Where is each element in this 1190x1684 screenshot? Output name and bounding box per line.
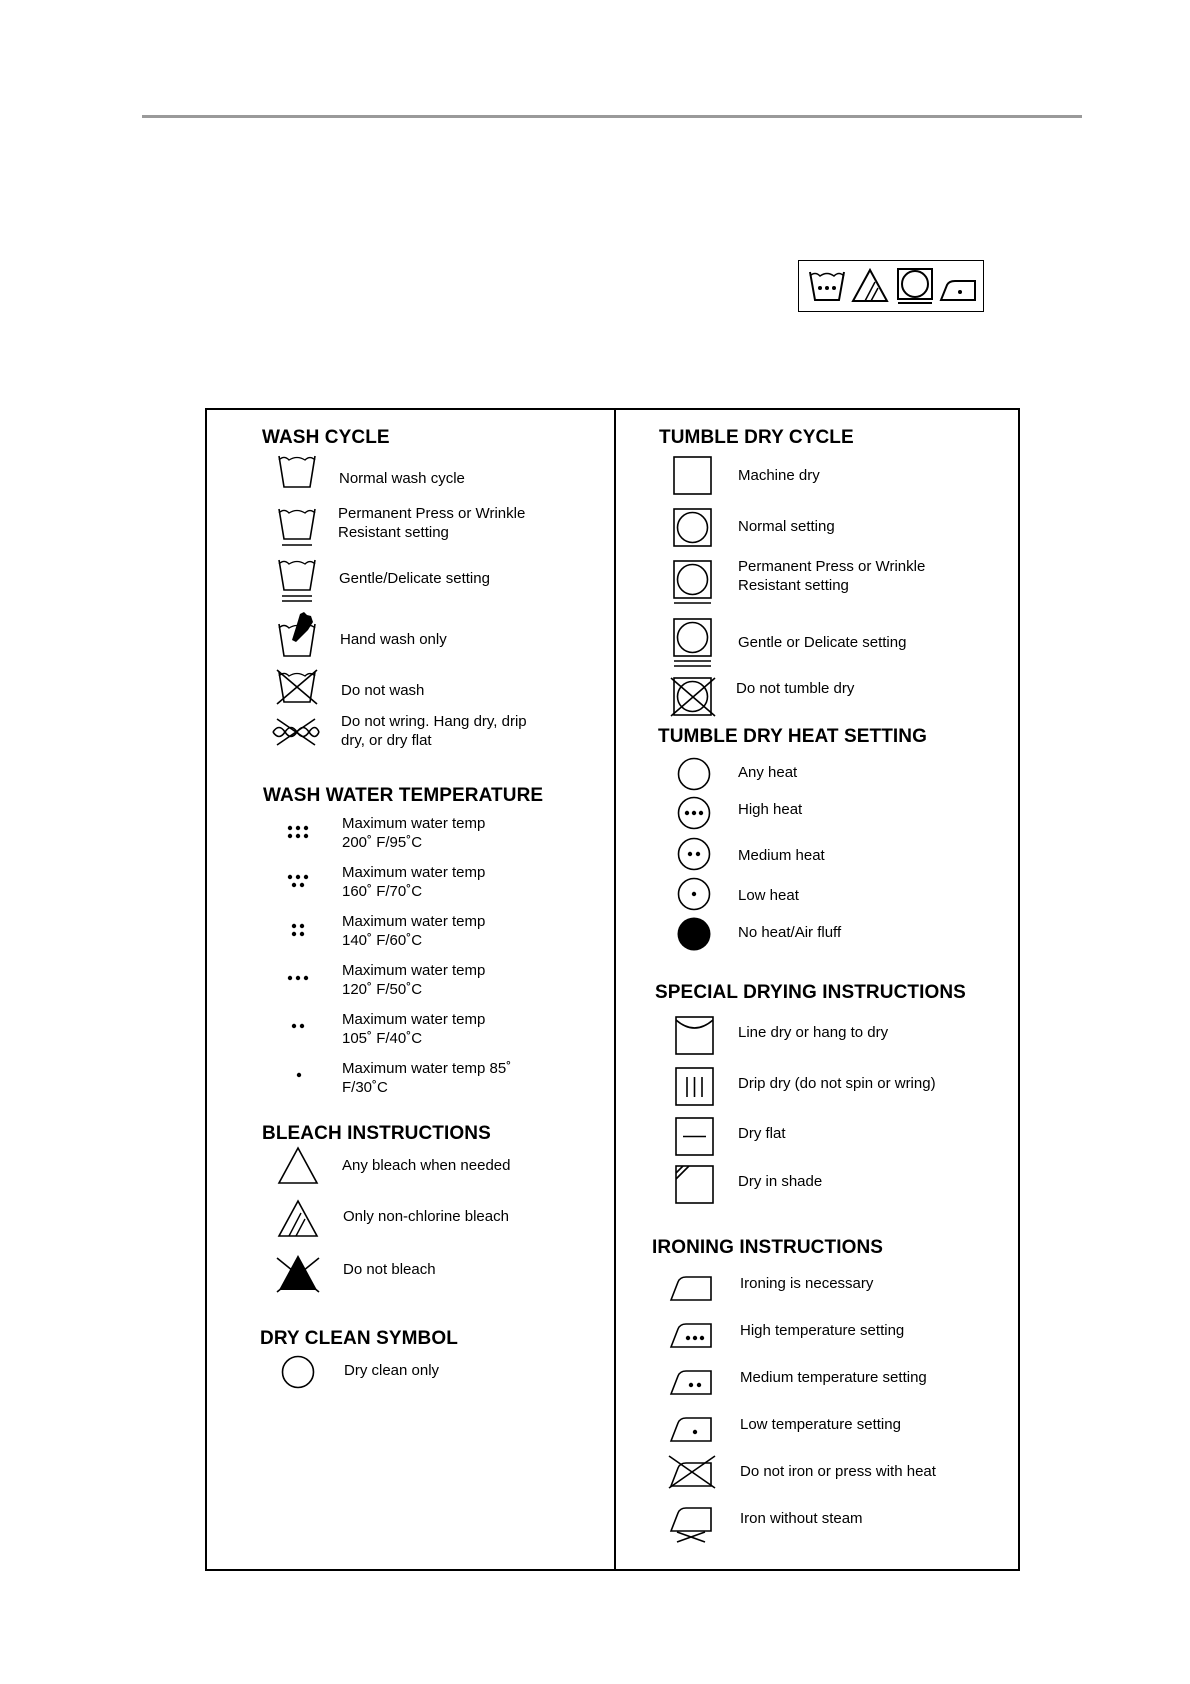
wash-cycle-normal-label: Normal wash cycle [339,470,465,487]
iron-two-dots-icon [669,1361,715,1397]
tub-one-bar-icon [277,507,317,547]
square-circle-one-bar-icon [673,560,713,606]
iron-three-dots-icon [669,1314,715,1350]
water-temp-160-label: Maximum water temp 160˚ F/70˚C [342,864,486,900]
water-temp-85-label: Maximum water temp 85˚ F/30˚C [342,1060,512,1096]
three-dots-icon [287,974,309,982]
column-divider [614,410,616,1571]
iron-necessary-label: Ironing is necessary [740,1275,874,1292]
heading-dry-clean-symbol: DRY CLEAN SYMBOL [260,1328,458,1349]
iron-icon [669,1267,715,1303]
water-temp-120-label: Maximum water temp 120˚ F/50˚C [342,962,486,998]
one-dot-icon [295,1071,303,1079]
example-care-label [798,260,984,312]
square-circle-icon [673,508,713,548]
circle-three-dots-icon [676,795,712,831]
tub-icon [277,454,317,490]
square-vertical-lines-icon [675,1067,715,1107]
circle-filled-icon [676,916,712,952]
square-circle-icon [896,267,934,305]
header-rule [142,115,1082,118]
tub-three-dots-icon [808,268,846,304]
dry-clean-only-label: Dry clean only [344,1362,440,1379]
tumble-permanent-press-label: Permanent Press or Wrinkle Resistant setting [738,558,926,594]
circle-two-dots-icon [676,836,712,872]
heat-low-label: Low heat [738,887,799,904]
heading-wash-water-temperature: WASH WATER TEMPERATURE [263,785,544,806]
tumble-gentle-label: Gentle or Delicate setting [738,634,907,651]
six-dots-icon [287,825,309,839]
tub-two-bars-icon [277,558,317,604]
iron-no-steam-label: Iron without steam [740,1510,863,1527]
iron-low-label: Low temperature setting [740,1416,901,1433]
four-dots-icon [291,923,305,937]
triangle-crossed-icon [275,1252,321,1294]
iron-high-label: High temperature setting [740,1322,905,1339]
circle-one-dot-icon [676,876,712,912]
heading-tumble-dry-heat-setting: TUMBLE DRY HEAT SETTING [658,726,928,747]
square-horizontal-line-icon [675,1117,715,1157]
dry-flat-label: Dry flat [738,1125,786,1142]
square-shade-icon [675,1165,715,1205]
heading-wash-cycle: WASH CYCLE [262,427,390,448]
heading-ironing-instructions: IRONING INSTRUCTIONS [652,1237,884,1258]
triangle-striped-icon [851,268,889,304]
two-dots-icon [291,1022,305,1030]
dry-line-label: Line dry or hang to dry [738,1024,889,1041]
circle-empty-icon [676,756,712,792]
heading-special-drying-instructions: SPECIAL DRYING INSTRUCTIONS [655,982,966,1003]
heat-any-label: Any heat [738,764,798,781]
tumble-normal-label: Normal setting [738,518,835,535]
square-circle-crossed-icon [669,676,717,718]
circle-icon [280,1354,316,1390]
triangle-icon [277,1146,319,1186]
wash-cycle-gentle-label: Gentle/Delicate setting [339,570,490,587]
iron-one-dot-icon [669,1408,715,1444]
iron-medium-label: Medium temperature setting [740,1369,927,1386]
bleach-non-chlorine-label: Only non-chlorine bleach [343,1208,509,1225]
wash-cycle-do-not-wash-label: Do not wash [341,682,425,699]
heat-none-label: No heat/Air fluff [738,924,842,941]
wash-cycle-permanent-press-label: Permanent Press or Wrinkle Resistant setting [338,505,526,541]
water-temp-140-label: Maximum water temp 140˚ F/60˚C [342,913,486,949]
care-symbol-chart [205,408,1020,1571]
wash-cycle-hand-wash-label: Hand wash only [340,631,447,648]
iron-do-not-label: Do not iron or press with heat [740,1463,936,1480]
tumble-machine-dry-label: Machine dry [738,467,820,484]
iron-no-steam-icon [669,1498,715,1544]
iron-one-dot-icon [939,271,979,303]
wash-cycle-do-not-wring-label: Do not wring. Hang dry, drip dry, or dry flat [341,713,527,749]
five-dots-icon [287,874,309,888]
dry-shade-label: Dry in shade [738,1173,823,1190]
tub-crossed-icon [275,668,319,706]
square-curve-icon [675,1016,715,1056]
bleach-do-not-label: Do not bleach [343,1261,436,1278]
iron-crossed-icon [667,1452,717,1490]
tumble-do-not-label: Do not tumble dry [736,680,855,697]
wring-crossed-icon [271,717,321,747]
water-temp-105-label: Maximum water temp 105˚ F/40˚C [342,1011,486,1047]
heat-medium-label: Medium heat [738,847,825,864]
square-circle-two-bars-icon [673,618,713,670]
water-temp-200-label: Maximum water temp 200˚ F/95˚C [342,815,486,851]
bleach-any-label: Any bleach when needed [342,1157,511,1174]
heading-bleach-instructions: BLEACH INSTRUCTIONS [262,1123,491,1144]
heat-high-label: High heat [738,801,803,818]
tub-hand-icon [277,610,319,660]
heading-tumble-dry-cycle: TUMBLE DRY CYCLE [659,427,854,448]
square-icon [673,456,713,496]
triangle-striped-icon [277,1199,319,1239]
dry-drip-label: Drip dry (do not spin or wring) [738,1075,936,1092]
